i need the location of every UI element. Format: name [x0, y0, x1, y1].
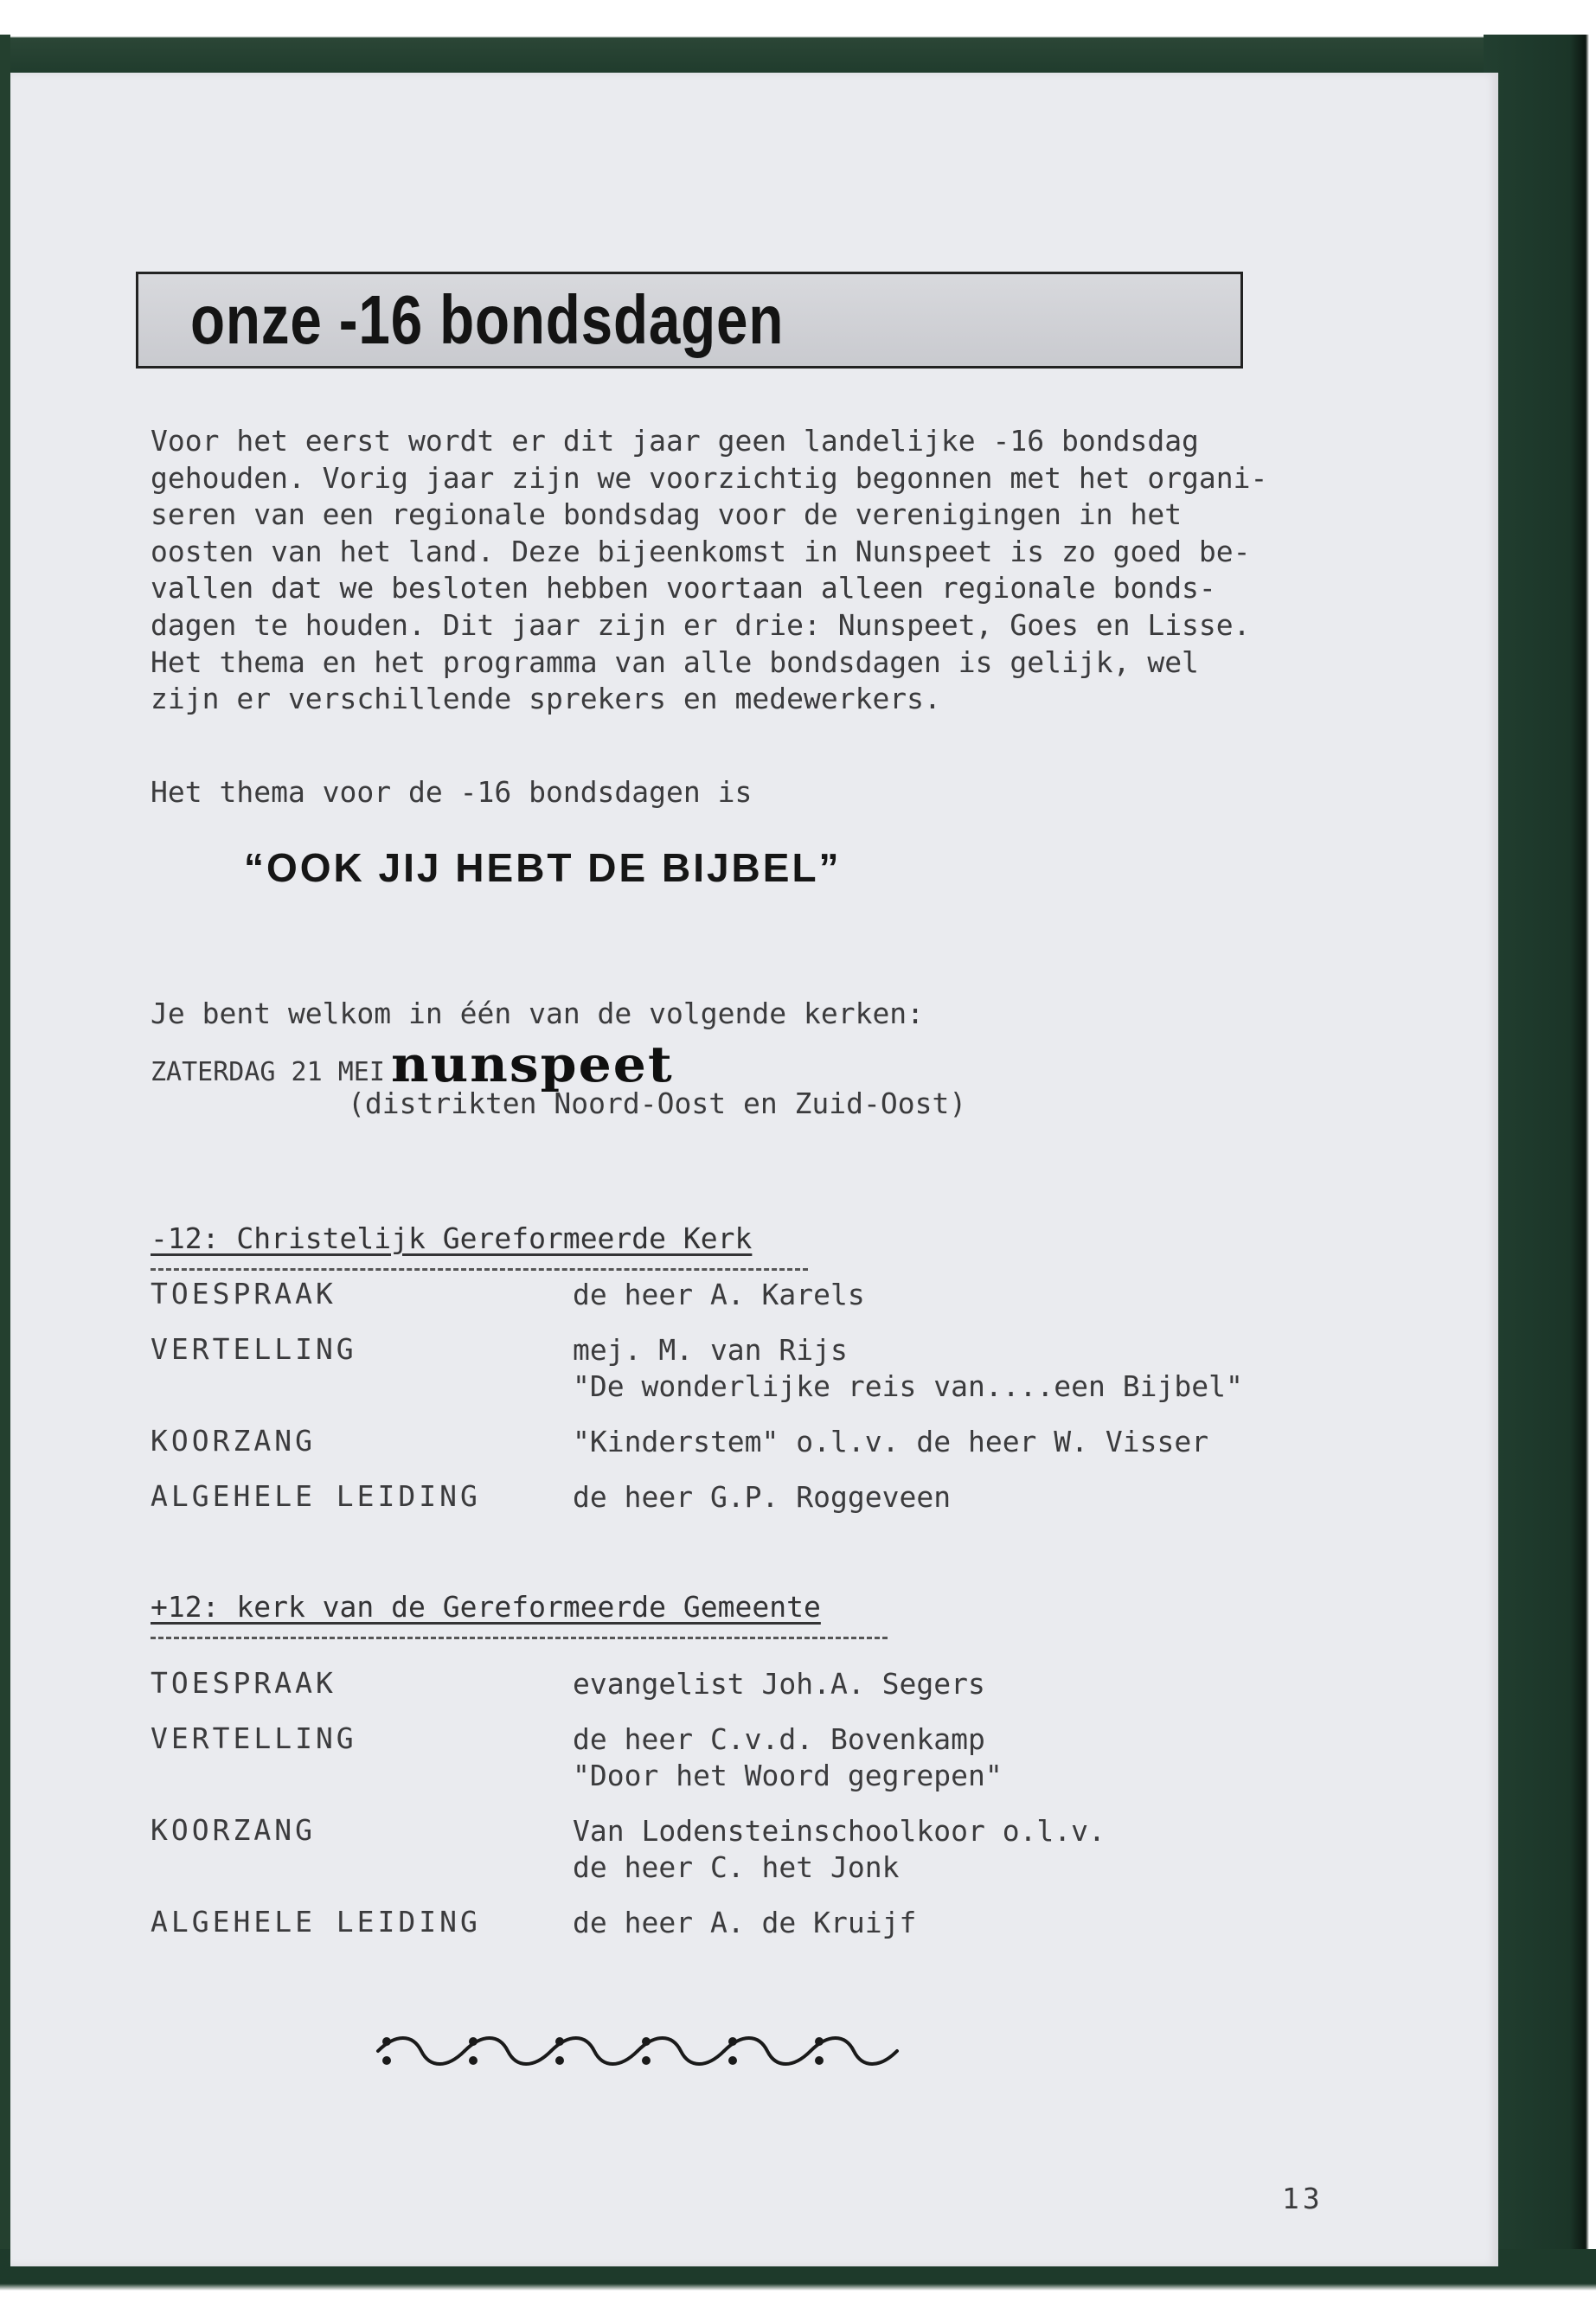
intro-line: dagen te houden. Dit jaar zijn er drie: Nunspeet, Goes en Lisse. — [151, 607, 1251, 642]
section-heading: -12: Christelijk Gereformeerde Kerk — [151, 1221, 753, 1255]
program-value — [573, 1332, 1243, 1405]
program-value-line: de heer C. het Jonk — [573, 1850, 900, 1884]
program-value — [573, 1277, 865, 1313]
program-value — [573, 1666, 985, 1702]
program-value-line: "Kinderstem" o.l.v. de heer W. Visser — [573, 1425, 1209, 1458]
program-value-line: "De wonderlijke reis van....een Bijbel" — [573, 1369, 1243, 1403]
program-label: TOESPRAAK — [151, 1277, 337, 1311]
section-heading: +12: kerk van de Gereformeerde Gemeente — [151, 1590, 821, 1624]
intro-line: Voor het eerst wordt er dit jaar geen landelijke -16 bondsdag — [151, 424, 1199, 458]
event-place: nunspeet — [391, 1035, 674, 1094]
program-value-line: mej. M. van Rijs — [573, 1333, 848, 1367]
page-number: 13 — [1282, 2182, 1324, 2215]
program-value-line: de heer A. de Kruijf — [573, 1906, 917, 1939]
program-value-line: de heer C.v.d. Bovenkamp — [573, 1722, 985, 1756]
program-label: ALGEHELE LEIDING — [151, 1479, 481, 1513]
program-value-line: evangelist Joh.A. Segers — [573, 1667, 985, 1701]
binder-cover-left — [0, 35, 10, 2249]
section-divider — [151, 1268, 808, 1271]
welcome-text: Je bent welkom in één van de volgende kerken: — [151, 997, 925, 1030]
intro-line: gehouden. Vorig jaar zijn we voorzichtig begonnen met het organi- — [151, 460, 1268, 495]
program-value-line: Van Lodensteinschoolkoor o.l.v. — [573, 1814, 1106, 1848]
intro-line: zijn er verschillende sprekers en medewerkers. — [151, 682, 941, 716]
program-value — [573, 1721, 1003, 1794]
program-label: VERTELLING — [151, 1332, 357, 1366]
event-districts: (distrikten Noord-Oost en Zuid-Oost) — [348, 1086, 967, 1120]
binder-cover-right — [1484, 35, 1596, 2258]
program-value — [573, 1479, 951, 1516]
program-value-line: de heer A. Karels — [573, 1278, 865, 1311]
program-label: VERTELLING — [151, 1721, 357, 1755]
theme-intro: Het thema voor de -16 bondsdagen is — [151, 775, 753, 809]
page-title: onze -16 bondsdagen — [190, 281, 785, 358]
title-banner — [136, 272, 1243, 369]
program-value — [573, 1905, 916, 1941]
program-value — [573, 1424, 1208, 1460]
intro-paragraph — [151, 423, 1344, 718]
program-value-line: "Door het Woord gegrepen" — [573, 1759, 1003, 1792]
binder-cover-top — [0, 0, 1596, 80]
document-page — [10, 73, 1498, 2266]
theme-quote: “OOK JIJ HEBT DE BIJBEL” — [244, 845, 842, 890]
section-divider — [151, 1637, 888, 1639]
program-label: KOORZANG — [151, 1424, 316, 1458]
program-value — [573, 1813, 1106, 1886]
ornament-divider-icon — [369, 2029, 906, 2073]
intro-line: oosten van het land. Deze bijeenkomst in Nunspeet is zo goed be- — [151, 534, 1251, 568]
intro-line: Het thema en het programma van alle bondsdagen is gelijk, wel — [151, 644, 1199, 679]
program-label: ALGEHELE LEIDING — [151, 1905, 481, 1939]
program-value-line: de heer G.P. Roggeveen — [573, 1480, 952, 1514]
program-label: KOORZANG — [151, 1813, 316, 1847]
program-label: TOESPRAAK — [151, 1666, 337, 1700]
intro-line: vallen dat we besloten hebben voortaan alleen regionale bonds- — [151, 571, 1216, 606]
event-date: ZATERDAG 21 MEI — [151, 1057, 385, 1087]
intro-line: seren van een regionale bondsdag voor de verenigingen in het — [151, 497, 1183, 532]
